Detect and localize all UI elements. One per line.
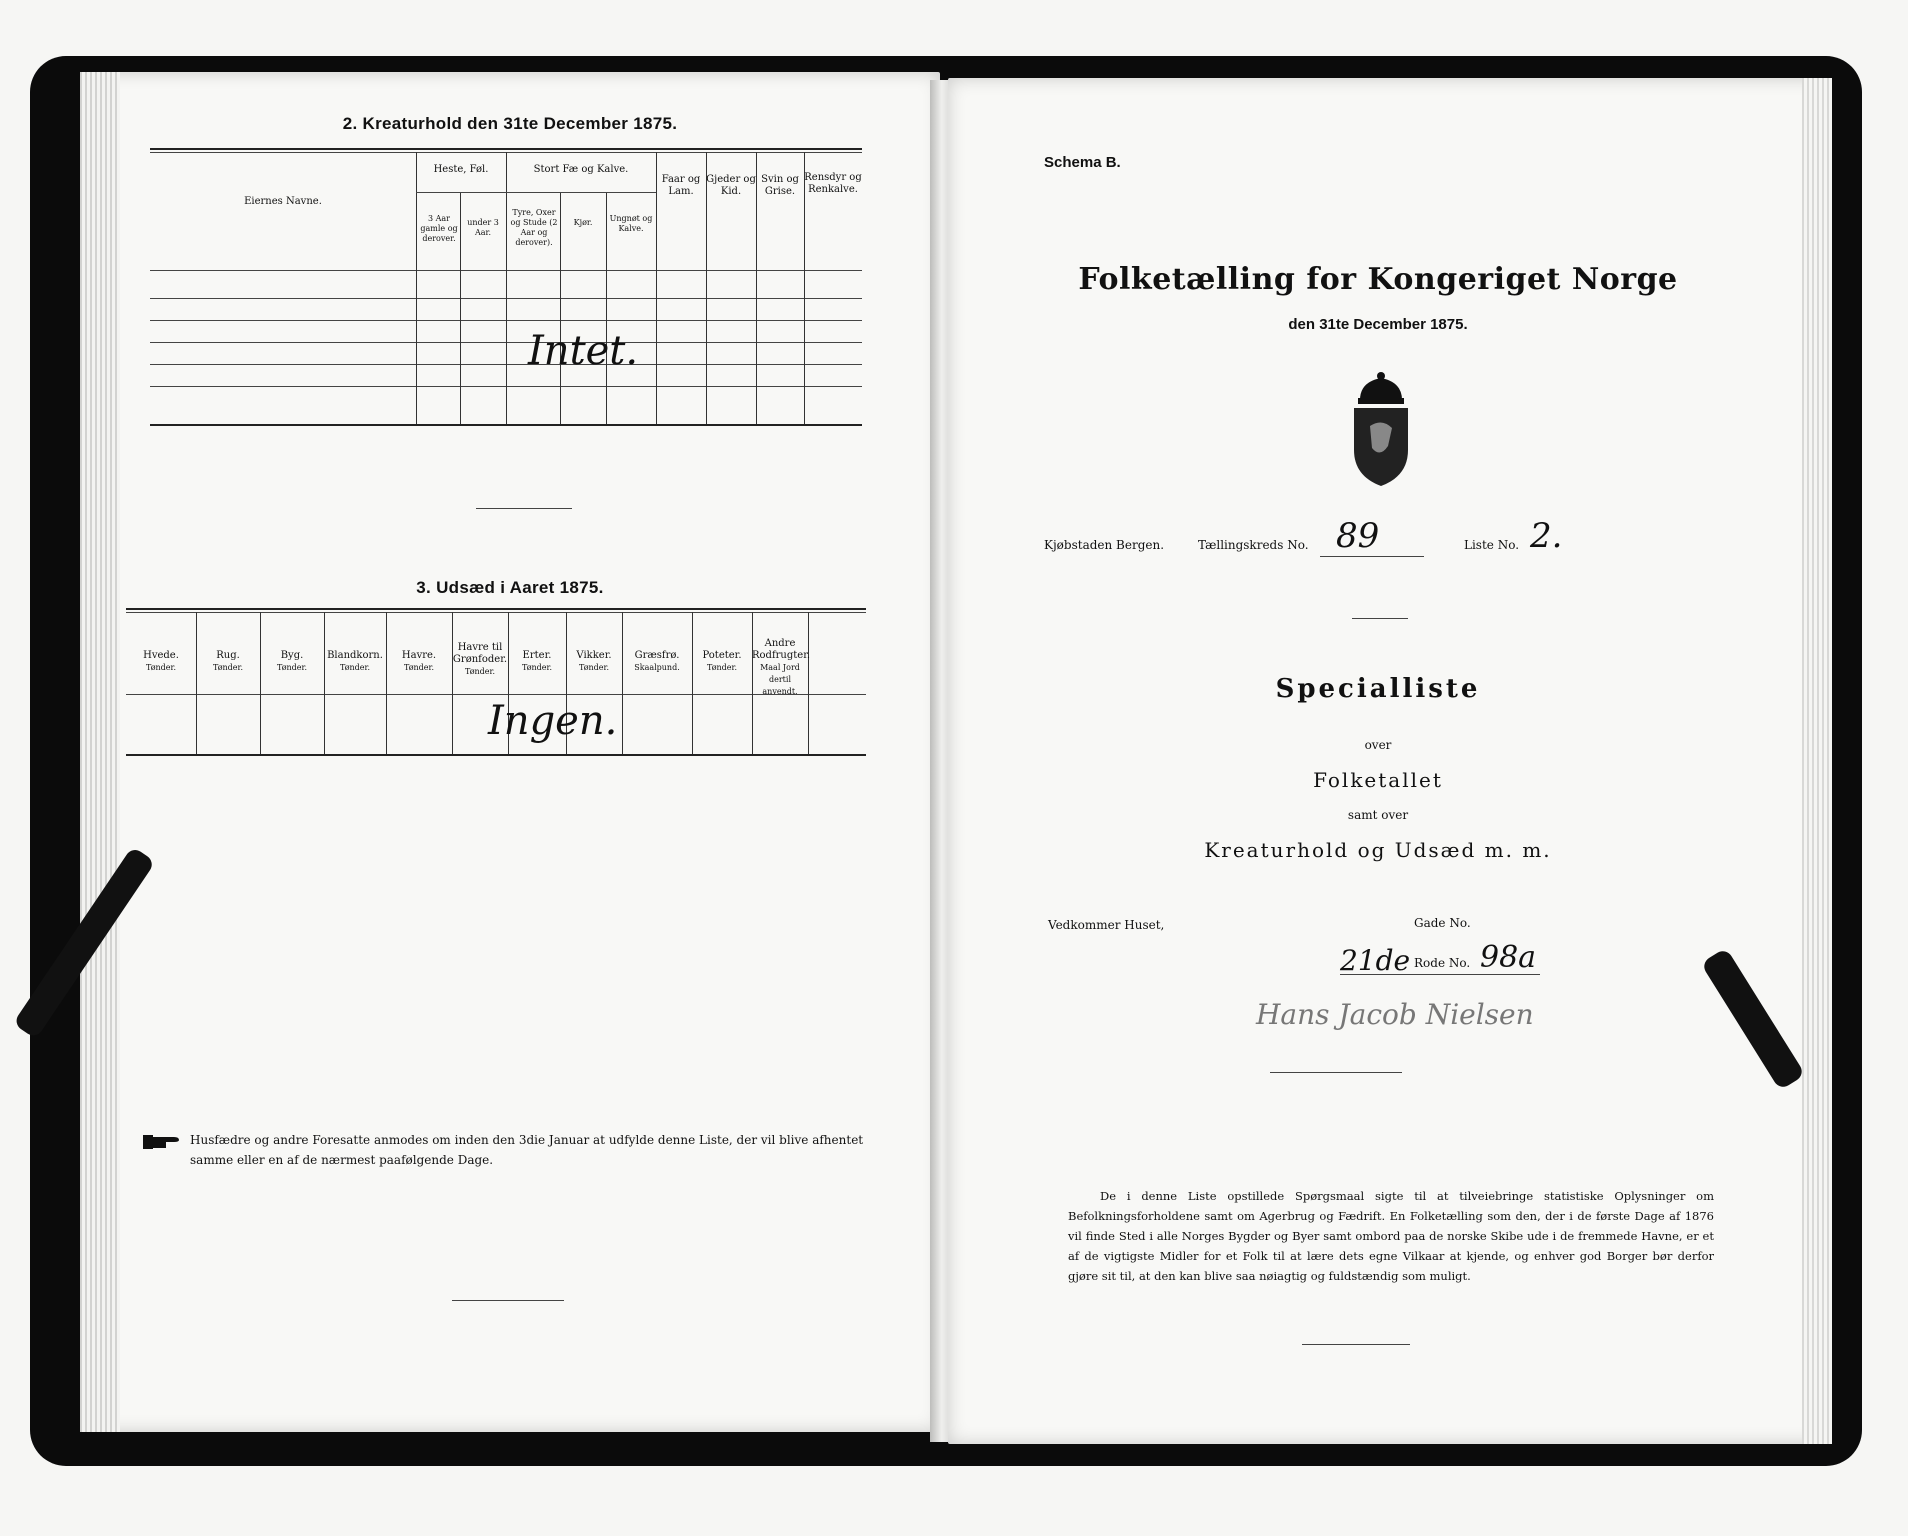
page-edges-left [80,72,120,1432]
section2-title: 2. Kreaturhold den 31te December 1875. [342,114,678,133]
rode-handwritten: 21de [1340,944,1411,977]
header-reindeer: Rensdyr og Renkalve. [804,172,862,195]
rode-value: 98a [1480,940,1537,975]
crop-rye: Rug. Tønder. [212,650,244,672]
header-bulls: Tyre, Oxer og Stude (2 Aar og derover). [510,208,558,247]
crop-vetch: Vikker. Tønder. [576,650,612,672]
city-label: Kjøbstaden Bergen. [1044,538,1165,552]
separator-short [476,508,572,509]
left-page [80,72,940,1432]
notice-text: Husfædre og andre Foresatte anmodes om inden den 3die Januar at udfylde denne Liste, der vil blive afhentet samme eller en af de nærmest paafølgende Dage. [190,1133,864,1167]
pointing-hand-icon [142,1132,182,1152]
header-horses-young: under 3 Aar. [467,218,499,237]
district-value: 89 [1336,516,1380,556]
table2-top-rule [150,148,862,150]
district-label: Tællingskreds No. [1198,538,1309,552]
header-owner: Eiernes Navne. [244,196,322,207]
folketallet-text: Folketallet [1313,768,1443,792]
header-sheep: Faar og Lam. [661,174,701,197]
table2-bottom-rule [150,424,862,426]
census-title: Folketælling for Kongeriget Norge [1078,262,1678,297]
handwritten-ingen: Ingen. [488,698,618,744]
handwritten-intet: Intet. [528,328,639,374]
crop-mixed-grain: Blandkorn. Tønder. [327,650,383,672]
header-young-cattle: Ungnøt og Kalve. [609,214,653,233]
schema-label: Schema B. [1044,154,1121,171]
crop-oats: Havre. Tønder. [401,650,437,672]
header-goats: Gjeder og Kid. [706,174,756,197]
samt-over-text: samt over [1347,808,1409,822]
header-cows: Kjør. [573,218,593,227]
kreaturhold-text: Kreaturhold og Udsæd m. m. [1204,838,1552,862]
list-label: Liste No. [1464,538,1520,552]
gade-label: Gade No. [1414,916,1471,930]
over-text-1: over [1364,738,1392,752]
section3-title: 3. Udsæd i Aaret 1875. [416,578,604,597]
header-horses-old: 3 Aar gamle og derover. [420,214,458,243]
bottom-separator [452,1300,564,1301]
crop-potatoes: Poteter. Tønder. [702,650,742,672]
header-cattle: Stort Fæ og Kalve. [533,164,629,175]
coat-of-arms-icon [1346,370,1416,490]
right-page [948,78,1832,1444]
crop-green-oats: Havre til Grønfoder. Tønder. [452,642,508,676]
rode-label: Rode No. [1414,956,1471,970]
list-value: 2. [1530,516,1563,556]
specialliste-title: Specialliste [1275,674,1481,704]
owner-signature: Hans Jacob Nielsen [1256,998,1534,1031]
crop-barley: Byg. Tønder. [276,650,308,672]
crop-grass-seed: Græsfrø. Skaalpund. [634,650,680,672]
header-pigs: Svin og Grise. [761,174,799,197]
census-paragraph: De i denne Liste opstillede Spørgsmaal sigte til at tilveiebringe statistiske Oplysninger om Befolkningsforholdene samt om Agerbrug og Fædrift. En Folketælling som den, der i de første Dage af 1876 vil finde Sted i alle Norges Bygder og Byer samt ombord paa de norske Skibe ude i de fremmede Havne, er et af de vigtigste Midler for et Folk til at lære dets egne Vilkaar at kjende, og enhver god Borger bør derfor gjøre sit til, at den kan blive saa nøiagtig og fuldstændig som muligt. [1068,1189,1714,1283]
crop-root-vegetables: Andre Rodfrugter. Maal Jord dertil anvendt. [752,638,811,696]
header-horses: Heste, Føl. [433,164,489,175]
vedkommer-label: Vedkommer Huset, [1048,918,1165,932]
crop-peas: Erter. Tønder. [521,650,553,672]
census-date: den 31te December 1875. [1288,316,1468,333]
crop-wheat: Hvede. Tønder. [143,650,179,672]
